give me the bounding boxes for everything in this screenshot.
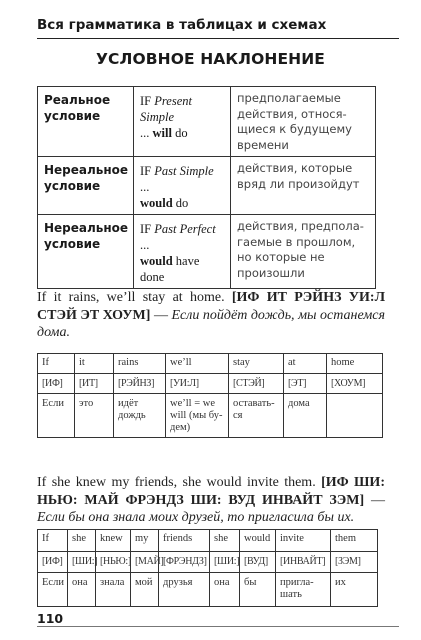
transcription-cell: [УИ:Л] <box>166 374 229 394</box>
translation-cell: идёт дождь <box>114 394 166 438</box>
transcription-cell: [ИНВАЙТ] <box>276 552 331 573</box>
word-cell: If <box>38 530 68 552</box>
transcription-cell: [ЗЭМ] <box>331 552 378 573</box>
word-cell: friends <box>159 530 210 552</box>
condition-type: Реальное условие <box>38 87 134 157</box>
word-cell: stay <box>229 354 284 374</box>
word-cell: If <box>38 354 75 374</box>
condition-form: IF Present Simple ... will do <box>134 87 231 157</box>
conditions-table <box>37 86 376 289</box>
translation-cell: бы <box>240 573 276 607</box>
word-cell: home <box>327 354 383 374</box>
example2-sentence: If she knew my friends, she would invite them. <box>37 475 316 490</box>
translation-cell: знала <box>96 573 131 607</box>
table-row <box>38 354 383 374</box>
book-title: Вся грамматика в таблицах и схемах <box>37 17 327 33</box>
example2-table <box>37 529 378 607</box>
example1-translation: Если пойдёт дождь, мы останемся дома. <box>37 307 386 340</box>
transcription-cell: [ЭТ] <box>284 374 327 394</box>
table-row <box>38 374 383 394</box>
transcription-cell: [РЭЙНЗ] <box>114 374 166 394</box>
word-cell: it <box>75 354 114 374</box>
condition-type: Нереальное условие <box>38 215 134 289</box>
word-cell: them <box>331 530 378 552</box>
table-row <box>38 552 378 573</box>
transcription-cell: [ВУД] <box>240 552 276 573</box>
transcription-cell: [МАЙ] <box>131 552 159 573</box>
condition-type: Нереальное условие <box>38 157 134 215</box>
bottom-divider <box>37 626 399 627</box>
word-cell: knew <box>96 530 131 552</box>
translation-cell <box>327 394 383 438</box>
condition-row-real <box>38 87 376 157</box>
translation-cell: их <box>331 573 378 607</box>
condition-form: IF Past Perfect ... would have done <box>134 215 231 289</box>
transcription-cell: [ХОУМ] <box>327 374 383 394</box>
transcription-cell: [ФРЭНДЗ] <box>159 552 210 573</box>
example1-table <box>37 353 383 438</box>
transcription-cell: [СТЭЙ] <box>229 374 284 394</box>
condition-form: IF Past Simple ... would do <box>134 157 231 215</box>
translation-cell: она <box>68 573 96 607</box>
translation-cell: мой <box>131 573 159 607</box>
table-row <box>38 530 378 552</box>
translation-cell: дома <box>284 394 327 438</box>
translation-cell: друзья <box>159 573 210 607</box>
condition-description: предполагаемые действия, относя-щиеся к будущему времени <box>231 87 376 157</box>
word-cell: she <box>210 530 240 552</box>
translation-cell: пригла-шать <box>276 573 331 607</box>
translation-cell: это <box>75 394 114 438</box>
page-number: 110 <box>37 611 64 626</box>
translation-cell: Если <box>38 394 75 438</box>
condition-row-unreal-past <box>38 215 376 289</box>
table-row <box>38 394 383 438</box>
word-cell: at <box>284 354 327 374</box>
word-cell: she <box>68 530 96 552</box>
word-cell: invite <box>276 530 331 552</box>
example2-paragraph: If she knew my friends, she would invite them. [ИФ ШИ: НЬЮ: МАЙ ФРЭНДЗ ШИ: ВУД ИНВАЙТ ЗЭМ] — Если бы она знала моих друзей, то пригласила бы их. <box>37 475 386 525</box>
example2-transcription: [ИФ ШИ: НЬЮ: МАЙ ФРЭНДЗ ШИ: ВУД ИНВАЙТ ЗЭМ] <box>37 475 385 508</box>
transcription-cell: [ИФ] <box>38 374 75 394</box>
word-cell: my <box>131 530 159 552</box>
transcription-cell: [ИТ] <box>75 374 114 394</box>
translation-cell: оставать-ся <box>229 394 284 438</box>
condition-row-unreal <box>38 157 376 215</box>
transcription-cell: [НЬЮ:] <box>96 552 131 573</box>
transcription-cell: [ШИ:] <box>210 552 240 573</box>
translation-cell: она <box>210 573 240 607</box>
section-title: УСЛОВНОЕ НАКЛОНЕНИЕ <box>95 50 325 68</box>
example2-translation: Если бы она знала моих друзей, то пригласила бы их. <box>37 510 355 525</box>
condition-description: действия, которые вряд ли произойдут <box>231 157 376 215</box>
example1-paragraph: If it rains, we’ll stay at home. [ИФ ИТ РЭЙНЗ УИ:Л СТЭЙ ЭТ ХОУМ] — Если пойдёт дождь, мы останемся дома. <box>37 290 386 340</box>
condition-description: действия, предпола-гаемые в прошлом, но которые не произошли <box>231 215 376 289</box>
transcription-cell: [ИФ] <box>38 552 68 573</box>
table-row <box>38 573 378 607</box>
example1-transcription: [ИФ ИТ РЭЙНЗ УИ:Л СТЭЙ ЭТ ХОУМ] <box>37 290 386 323</box>
transcription-cell: [ШИ:] <box>68 552 96 573</box>
page-header <box>37 13 399 39</box>
translation-cell: we’ll = we will (мы бу-дем) <box>166 394 229 438</box>
translation-cell: Если <box>38 573 68 607</box>
example1-sentence: If it rains, we’ll stay at home. <box>37 290 225 305</box>
word-cell: rains <box>114 354 166 374</box>
word-cell: we’ll <box>166 354 229 374</box>
word-cell: would <box>240 530 276 552</box>
